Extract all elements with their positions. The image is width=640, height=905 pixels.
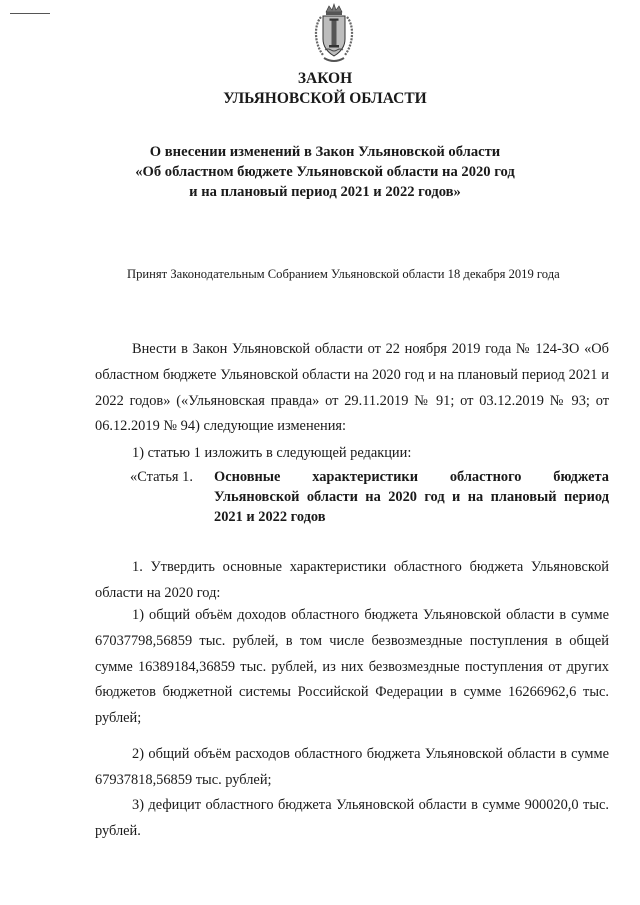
expenditure-item — [95, 742, 609, 794]
intro-text: Внести в Закон Ульяновской области от 22 ноября 2019 года № 124-ЗО «Об областном бюджете Ульяновской области на 2020 год и на плановый период 2021 и 2022 годов» («Ульяновская правда» от 29.11.2019 № 91; от 03.12.2019 № 93; от 06.12.2019 № 94) следующие изменения: — [95, 341, 609, 435]
subject-line-2: «Об областном бюджете Ульяновской области на 2020 год — [135, 164, 515, 180]
item-1: 1) статью 1 изложить в следующей редакции: — [132, 445, 412, 461]
article-title-line-1: Основные характеристики областного бюджета — [214, 469, 609, 485]
subject-line-1: О внесении изменений в Закон Ульяновской области — [149, 144, 501, 160]
article-title-line-2: Ульяновской области на 2020 год и на плановый период — [214, 489, 609, 505]
revenue-item — [95, 603, 609, 732]
corner-rule — [10, 13, 50, 14]
article-title-line-3: 2021 и 2022 годов — [214, 509, 326, 525]
article-title — [214, 467, 609, 527]
law-heading — [60, 69, 590, 109]
article-label: «Статья 1. — [130, 469, 193, 485]
intro-paragraph — [95, 337, 609, 440]
revenue-text: 1) общий объём доходов областного бюджета Ульяновской области в сумме 67037798,56859 тыс. рублей, в том числе безвозмездные поступления в общей сумме 16389184,36859 тыс. рублей, из них безвозмездные поступления от других бюджетов бюджетной системы Российской Федерации в сумме 16266962,6 тыс. рублей; — [95, 607, 609, 727]
subject-line-3: и на плановый период 2021 и 2022 годов» — [189, 184, 461, 200]
law-word: ЗАКОН — [297, 70, 353, 87]
adoption-note: Принят Законодательным Собранием Ульяновской области 18 декабря 2019 года — [127, 267, 560, 281]
region-name: УЛЬЯНОВСКОЙ ОБЛАСТИ — [223, 90, 427, 107]
deficit-text: 3) дефицит областного бюджета Ульяновской области в сумме 900020,0 тыс. рублей. — [95, 797, 609, 839]
expenditure-text: 2) общий объём расходов областного бюджета Ульяновской области в сумме 67937818,56859 тыс. рублей; — [95, 746, 609, 788]
paragraph-1 — [95, 555, 609, 607]
law-subject — [60, 142, 590, 202]
coat-of-arms-icon — [311, 3, 357, 65]
paragraph-1-text: 1. Утвердить основные характеристики областного бюджета Ульяновской области на 2020 год: — [95, 559, 609, 601]
deficit-item — [95, 793, 609, 845]
